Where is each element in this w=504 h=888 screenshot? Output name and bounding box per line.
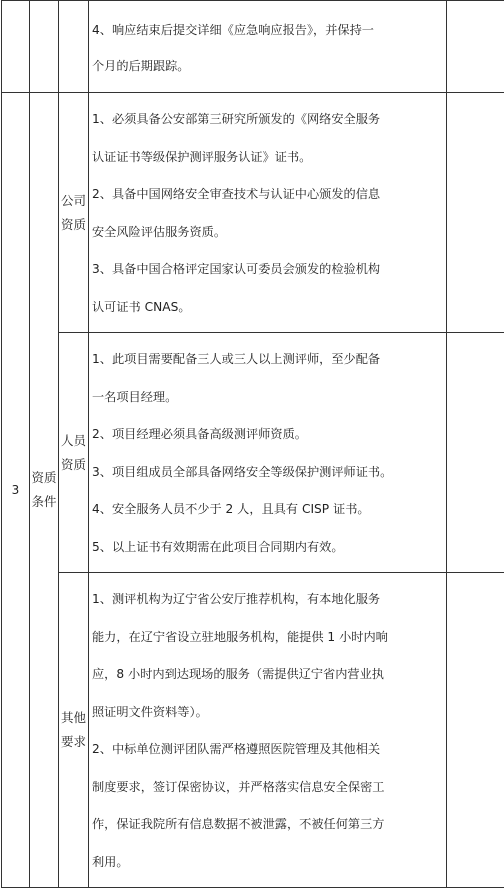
subcategory-cell <box>59 93 89 333</box>
empty-cell <box>447 93 504 333</box>
requirement-line: 应，8 小时内到达现场的服务（需提供辽宁省内营业执 <box>92 656 442 694</box>
requirement-line: 能力，在辽宁省设立驻地服务机构，能提供 1 小时内响 <box>92 619 442 657</box>
category-cell <box>30 93 59 888</box>
requirement-line: 照证明文件资料等）。 <box>92 694 442 732</box>
item-number: 3 <box>12 483 20 497</box>
requirement-line: 安全风险评估服务资质。 <box>92 214 442 252</box>
table-row <box>2 573 504 888</box>
empty-cell <box>447 573 504 888</box>
item-number-cell <box>2 93 30 888</box>
requirements-table <box>1 0 504 888</box>
personnel-label: 资质 <box>59 453 88 477</box>
company-label: 公司 <box>59 189 88 213</box>
requirement-line: 利用。 <box>92 844 442 882</box>
category-label: 资质 <box>30 466 58 490</box>
empty-cell <box>447 1 504 93</box>
requirement-line: 认证证书等级保护测评服务认证》证书。 <box>92 139 442 177</box>
requirement-text-cell <box>89 573 447 888</box>
subcategory-cell <box>59 573 89 888</box>
requirement-line: 个月的后期跟踪。 <box>92 48 442 84</box>
requirement-line: 5、以上证书有效期需在此项目合同期内有效。 <box>92 529 442 567</box>
requirement-line: 1、测评机构为辽宁省公安厅推荐机构，有本地化服务 <box>92 581 442 619</box>
personnel-label: 人员 <box>59 429 88 453</box>
requirement-line: 2、项目经理必须具备高级测评师资质。 <box>92 416 442 454</box>
category-label: 条件 <box>30 490 58 514</box>
requirement-line: 3、具备中国合格评定国家认可委员会颁发的检验机构 <box>92 251 442 289</box>
requirement-line: 制度要求，签订保密协议，并严格落实信息安全保密工 <box>92 769 442 807</box>
requirement-line: 2、具备中国网络安全审查技术与认证中心颁发的信息 <box>92 176 442 214</box>
requirement-line: 一名项目经理。 <box>92 379 442 417</box>
requirement-line: 4、响应结束后提交详细《应急响应报告》，并保持一 <box>92 12 442 48</box>
table-row <box>2 93 504 333</box>
requirement-text-cell <box>89 333 447 573</box>
other-label: 要求 <box>59 730 88 754</box>
subcategory-cell <box>59 333 89 573</box>
requirement-line: 作，保证我院所有信息数据不被泄露，不被任何第三方 <box>92 806 442 844</box>
category-cell <box>30 1 59 93</box>
empty-cell <box>447 333 504 573</box>
requirement-line: 认可证书 CNAS。 <box>92 289 442 327</box>
requirement-line: 3、项目组成员全部具备网络安全等级保护测评师证书。 <box>92 454 442 492</box>
subcategory-cell <box>59 1 89 93</box>
company-label: 资质 <box>59 213 88 237</box>
requirement-line: 1、此项目需要配备三人或三人以上测评师，至少配备 <box>92 341 442 379</box>
table-row <box>2 1 504 93</box>
requirement-text-cell <box>89 1 447 93</box>
requirement-line: 2、中标单位测评团队需严格遵照医院管理及其他相关 <box>92 731 442 769</box>
other-label: 其他 <box>59 706 88 730</box>
requirement-text-cell <box>89 93 447 333</box>
requirement-line: 1、必须具备公安部第三研究所颁发的《网络安全服务 <box>92 101 442 139</box>
table-row <box>2 333 504 573</box>
item-number-cell <box>2 1 30 93</box>
requirement-line: 4、安全服务人员不少于 2 人，且具有 CISP 证书。 <box>92 491 442 529</box>
